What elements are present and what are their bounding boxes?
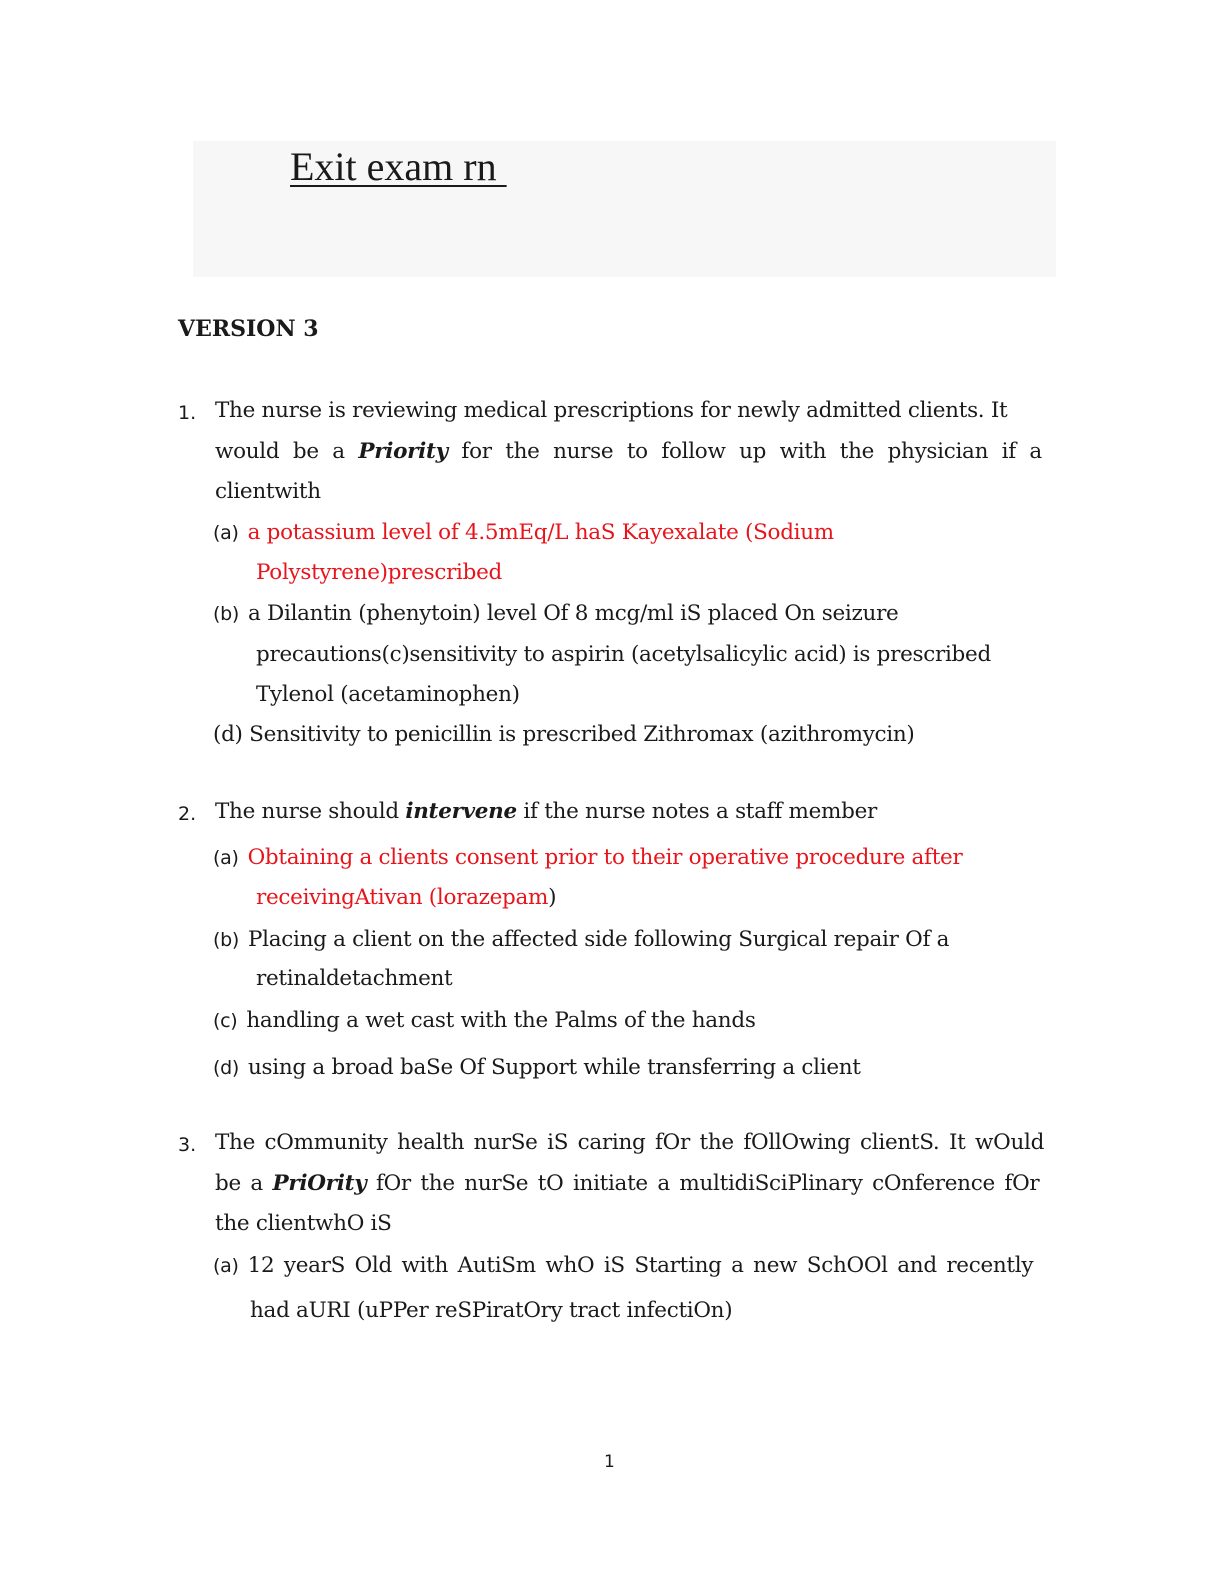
emphasis-intervene: intervene: [405, 799, 517, 824]
question-1-line-1: The nurse is reviewing medical prescriptions for newly admitted clients. It: [215, 398, 1008, 423]
q2-option-d: (d) using a broad baSe Of Support while transferring a client: [213, 1055, 861, 1080]
q2-option-a: (a) Obtaining a clients consent prior to their operative procedure after: [213, 845, 963, 870]
question-number-2: 2.: [178, 803, 197, 825]
document-title: Exit exam rn: [290, 144, 507, 189]
question-3-line-3: the clientwhO iS: [215, 1211, 392, 1236]
emphasis-priority: PriOrity: [272, 1171, 367, 1196]
option-label: (d): [213, 1057, 239, 1079]
q2-option-b-cont: retinaldetachment: [256, 966, 453, 991]
q1-option-a: (a) a potassium level of 4.5mEq/L haS Kayexalate (Sodium: [213, 520, 834, 545]
q1-option-d: (d) Sensitivity to penicillin is prescribed Zithromax (azithromycin): [213, 722, 915, 747]
version-heading: VERSION 3: [178, 316, 319, 342]
option-label: (c): [213, 1010, 238, 1032]
q1-option-b-cont-2: Tylenol (acetaminophen): [256, 682, 520, 707]
q2-option-a-cont: receivingAtivan (lorazepam): [256, 885, 557, 910]
question-3-line-2: be a PriOrity fOr the nurSe tO initiate a multidiSciPlinary cOnference fOr: [215, 1171, 1040, 1196]
q1-option-b-cont-1: precautions(c)sensitivity to aspirin (acetylsalicylic acid) is prescribed: [256, 642, 991, 667]
option-label: (b): [213, 929, 239, 951]
page-number: 1: [604, 1452, 615, 1472]
option-label: (b): [213, 603, 239, 625]
option-label: (a): [213, 522, 239, 544]
q1-option-b: (b) a Dilantin (phenytoin) level Of 8 mcg/ml iS placed On seizure: [213, 601, 899, 626]
option-label: (a): [213, 847, 239, 869]
question-3-line-1: The cOmmunity health nurSe iS caring fOr the fOllOwing clientS. It wOuld: [215, 1130, 1045, 1155]
q3-option-a-cont: had aURI (uPPer reSPiratOry tract infectiOn): [250, 1298, 733, 1323]
q3-option-a: (a) 12 yearS Old with AutiSm whO iS Starting a new SchOOl and recently: [213, 1253, 1034, 1278]
title-banner: [193, 141, 1056, 277]
question-number-1: 1.: [178, 402, 197, 424]
option-label: (a): [213, 1255, 239, 1277]
question-1-line-2: would be a Priority for the nurse to follow up with the physician if a: [215, 439, 1042, 464]
q2-option-b: (b) Placing a client on the affected side following Surgical repair Of a: [213, 927, 950, 952]
question-number-3: 3.: [178, 1134, 197, 1156]
q2-option-c: (c) handling a wet cast with the Palms of the hands: [213, 1008, 756, 1033]
question-1-line-3: clientwith: [215, 479, 321, 504]
emphasis-priority: Priority: [358, 439, 448, 464]
q1-option-a-cont: Polystyrene)prescribed: [256, 560, 502, 585]
question-2-line-1: The nurse should intervene if the nurse notes a staff member: [215, 799, 877, 824]
